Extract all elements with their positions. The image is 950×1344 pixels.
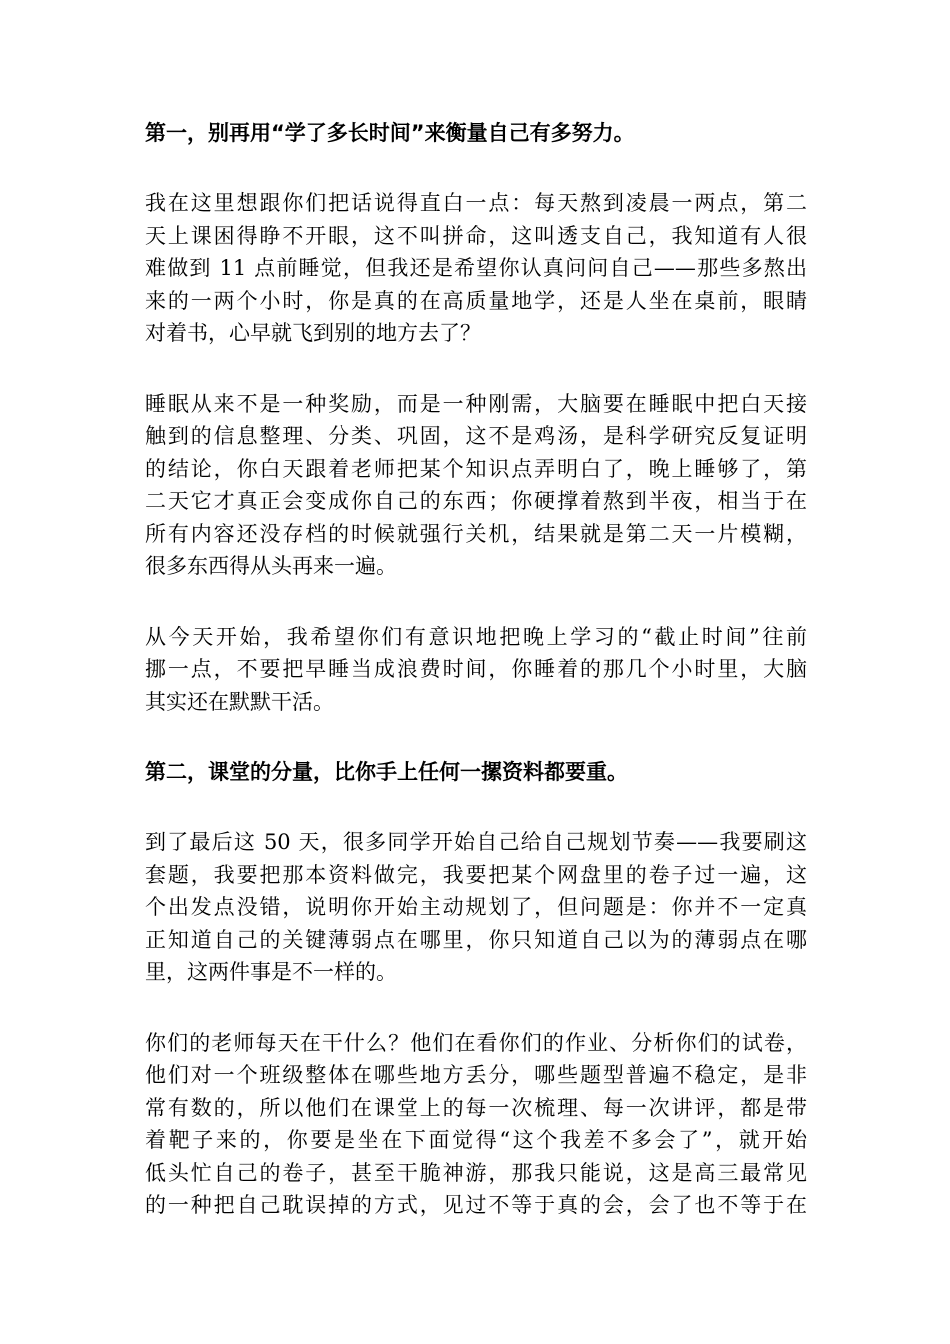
paragraph-line: 个出发点没错，说明你开始主动规划了，但问题是：你并不一定真	[145, 895, 807, 919]
paragraph-line: 来的一两个小时，你是真的在高质量地学，还是人坐在桌前，眼睛	[145, 288, 807, 313]
paragraph-3	[145, 621, 807, 719]
paragraph-line: 低头忙自己的卷子，甚至干脆神游，那我只能说，这是高三最常见	[145, 1160, 807, 1185]
paragraph-line: 常有数的，所以他们在课堂上的每一次梳理、每一次讲评，都是带	[145, 1095, 807, 1120]
paragraph-line: 挪一点，不要把早睡当成浪费时间，你睡着的那几个小时里，大脑	[145, 657, 807, 681]
paragraph-line: 对着书，心早就飞到别的地方去了？	[145, 321, 481, 345]
paragraph-line: 的一种把自己耽误掉的方式，见过不等于真的会，会了也不等于在	[145, 1193, 807, 1217]
document-page	[145, 117, 807, 1260]
paragraph-line: 着靶子来的，你要是坐在下面觉得“这个我差不多会了”，就开始	[145, 1128, 807, 1152]
paragraph-line: 他们对一个班级整体在哪些地方丢分，哪些题型普遍不稳定，是非	[145, 1063, 807, 1087]
paragraph-line: 套题，我要把那本资料做完，我要把某个网盘里的卷子过一遍，这	[145, 862, 807, 887]
section-heading-1: 第一，别再用“学了多长时间”来衡量自己有多努力。	[145, 121, 635, 145]
paragraph-line: 天上课困得睁不开眼，这不叫拼命，这叫透支自己，我知道有人很	[145, 223, 807, 248]
paragraph-4	[145, 826, 807, 989]
paragraph-line: 所有内容还没存档的时候就强行关机，结果就是第二天一片模糊，	[145, 521, 807, 546]
paragraph-line: 睡眠从来不是一种奖励，而是一种刚需，大脑要在睡眠中把白天接	[145, 391, 807, 416]
paragraph-line: 我在这里想跟你们把话说得直白一点：每天熬到凌晨一两点，第二	[145, 191, 807, 215]
paragraph-1	[145, 187, 807, 350]
paragraph-line: 的结论，你白天跟着老师把某个知识点弄明白了，晚上睡够了，第	[145, 456, 807, 481]
paragraph-line: 到了最后这 50 天，很多同学开始自己给自己规划节奏——我要刷这	[145, 830, 807, 854]
paragraph-line: 里，这两件事是不一样的。	[145, 960, 397, 984]
paragraph-2	[145, 388, 807, 583]
paragraph-line: 二天它才真正会变成你自己的东西；你硬撑着熬到半夜，相当于在	[145, 489, 807, 513]
paragraph-line: 正知道自己的关键薄弱点在哪里，你只知道自己以为的薄弱点在哪	[145, 927, 807, 952]
paragraph-line: 很多东西得从头再来一遍。	[145, 554, 397, 578]
paragraph-line: 其实还在默默干活。	[145, 689, 334, 714]
section-heading-2: 第二，课堂的分量，比你手上任何一摞资料都要重。	[145, 760, 628, 784]
paragraph-line: 难做到 11 点前睡觉，但我还是希望你认真问问自己——那些多熬出	[145, 256, 807, 280]
paragraph-line: 从今天开始，我希望你们有意识地把晚上学习的“截止时间”往前	[145, 624, 807, 649]
paragraph-line: 你们的老师每天在干什么？他们在看你们的作业、分析你们的试卷，	[145, 1030, 807, 1055]
paragraph-5	[145, 1027, 807, 1222]
paragraph-line: 触到的信息整理、分类、巩固，这不是鸡汤，是科学研究反复证明	[145, 424, 807, 448]
